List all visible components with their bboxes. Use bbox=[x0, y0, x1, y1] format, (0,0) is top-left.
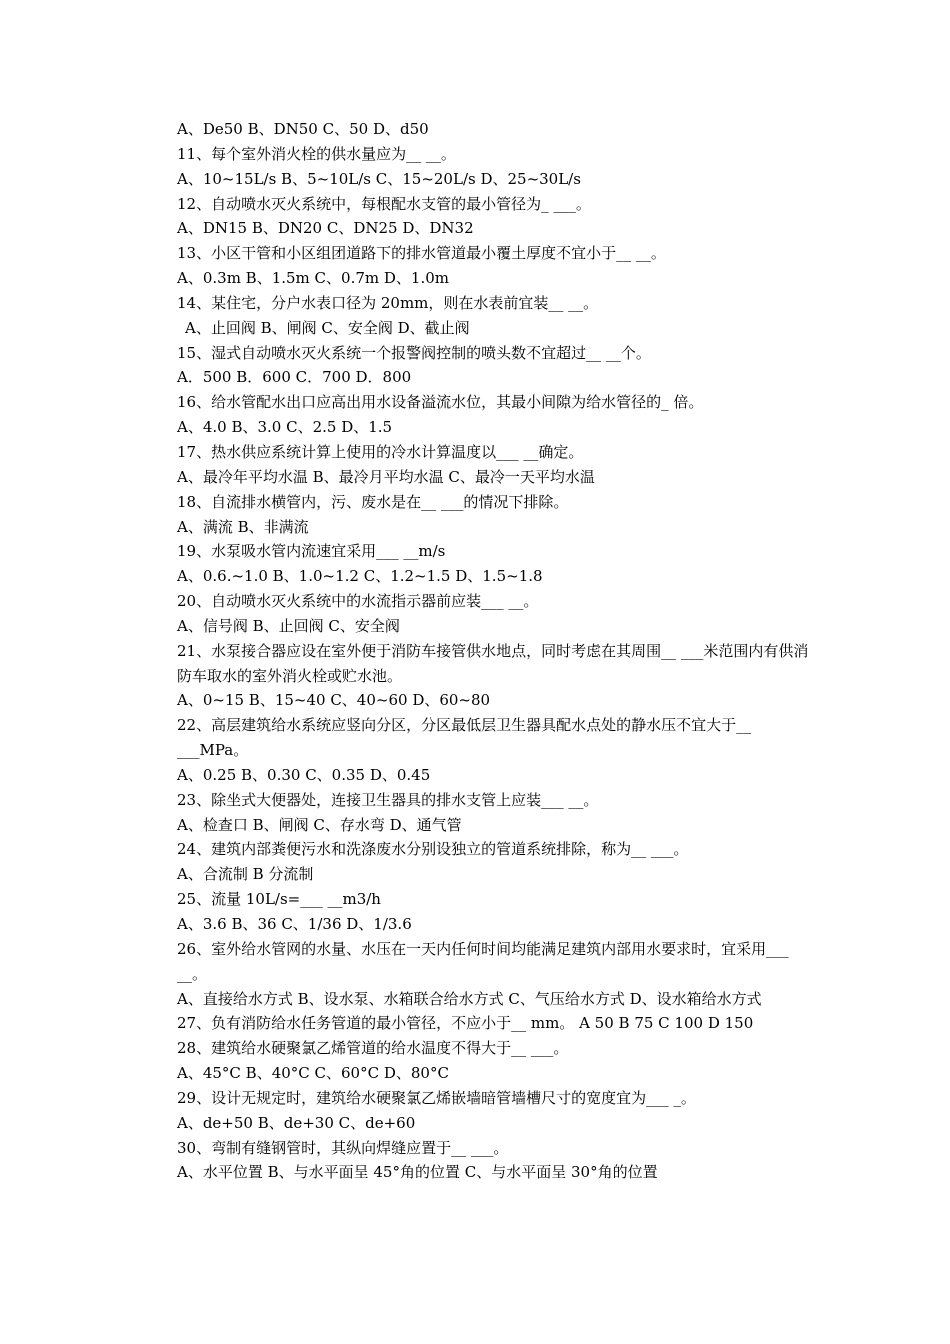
question-text: 17、热水供应系统计算上使用的冷水计算温度以___ __确定。 bbox=[177, 442, 584, 461]
question-text: 19、水泵吸水管内流速宜采用___ __m/s bbox=[177, 542, 446, 561]
question-text: 27、负有消防给水任务管道的最小管径，不应小于__ mm。 A 50 B 75 C 100 D 150 bbox=[177, 1014, 754, 1033]
answer-options: A、0.25 B、0.30 C、0.35 D、0.45 bbox=[177, 765, 431, 784]
answer-options: A、0.3m B、1.5m C、0.7m D、1.0m bbox=[177, 269, 449, 288]
answer-options: A．500 B．600 C．700 D．800 bbox=[177, 368, 412, 387]
answer-options: A、满流 B、非满流 bbox=[177, 517, 309, 536]
answer-options: A、信号阀 B、止回阀 C、安全阀 bbox=[177, 616, 400, 635]
answer-options: A、水平位置 B、与水平面呈 45°角的位置 C、与水平面呈 30°角的位置 bbox=[177, 1163, 658, 1182]
question-text: 16、给水管配水出口应高出用水设备溢流水位，其最小间隙为给水管径的_ 倍。 bbox=[177, 393, 704, 412]
question-text: 12、自动喷水灭火系统中，每根配水支管的最小管径为_ ___。 bbox=[177, 194, 591, 213]
question-text: 26、室外给水管网的水量、水压在一天内任何时间均能满足建筑内部用水要求时，宜采用___ __。 bbox=[177, 939, 789, 983]
question-text: 11、每个室外消火栓的供水量应为__ __。 bbox=[177, 144, 456, 163]
question-text: 20、自动喷水灭火系统中的水流指示器前应装___ __。 bbox=[177, 592, 539, 611]
question-text: 13、小区干管和小区组团道路下的排水管道最小覆土厚度不宜小于__ __。 bbox=[177, 244, 666, 263]
question-text: 30、弯制有缝钢管时，其纵向焊缝应置于__ ___。 bbox=[177, 1138, 509, 1157]
answer-options: A、3.6 B、36 C、1/36 D、1/3.6 bbox=[177, 915, 412, 933]
question-text: 28、建筑给水硬聚氯乙烯管道的给水温度不得大于__ ___。 bbox=[177, 1039, 569, 1058]
question-text: 21、水泵接合器应设在室外便于消防车接管供水地点，同时考虑在其周围__ ___米范围内有供消防车取水的室外消火栓或贮水池。 bbox=[177, 641, 809, 685]
question-text: 15、湿式自动喷水灭火系统一个报警阀控制的喷头数不宜超过__ __个。 bbox=[177, 343, 651, 362]
answer-options: A、0.6.~1.0 B、1.0~1.2 C、1.2~1.5 D、1.5~1.8 bbox=[177, 567, 543, 586]
answer-options: A、45°C B、40°C C、60°C D、80°C bbox=[177, 1064, 449, 1083]
question-list bbox=[145, 117, 810, 1185]
question-text: 29、设计无规定时，建筑给水硬聚氯乙烯嵌墙暗管墙槽尺寸的宽度宜为___ _。 bbox=[177, 1088, 696, 1107]
answer-options: A、0~15 B、15~40 C、40~60 D、60~80 bbox=[177, 691, 491, 710]
answer-options: A、de+50 B、de+30 C、de+60 bbox=[177, 1113, 416, 1132]
question-text: 25、流量 10L/s=___ __m3/h bbox=[177, 890, 381, 909]
question-text: 24、建筑内部粪便污水和洗涤废水分别设独立的管道系统排除，称为__ ___。 bbox=[177, 840, 689, 859]
answer-options: A、10~15L/s B、5~10L/s C、15~20L/s D、25~30L/s bbox=[177, 169, 581, 188]
question-text: 14、某住宅，分户水表口径为 20mm，则在水表前宜装__ __。 bbox=[177, 293, 599, 312]
answer-options: A、4.0 B、3.0 C、2.5 D、1.5 bbox=[177, 418, 393, 437]
answer-options: A、DN15 B、DN20 C、DN25 D、DN32 bbox=[177, 219, 474, 238]
question-text: 23、除坐式大便器处，连接卫生器具的排水支管上应装___ __。 bbox=[177, 790, 599, 809]
question-text: 22、高层建筑给水系统应竖向分区，分区最低层卫生器具配水点处的静水压不宜大于__ ___MPa。 bbox=[177, 716, 752, 760]
answer-options: A、De50 B、DN50 C、50 D、d50 bbox=[177, 120, 429, 138]
question-text: 18、自流排水横管内，污、废水是在__ ___的情况下排除。 bbox=[177, 492, 569, 511]
answer-options: A、最冷年平均水温 B、最冷月平均水温 C、最冷一天平均水温 bbox=[177, 467, 595, 486]
answer-options: A、检查口 B、闸阀 C、存水弯 D、通气管 bbox=[177, 815, 462, 834]
question-text: A、直接给水方式 B、设水泵、水箱联合给水方式 C、气压给水方式 D、设水箱给水方式 bbox=[177, 989, 762, 1008]
answer-options: A、合流制 B 分流制 bbox=[177, 865, 314, 884]
answer-options: A、止回阀 B、闸阀 C、安全阀 D、截止阀 bbox=[185, 318, 470, 337]
